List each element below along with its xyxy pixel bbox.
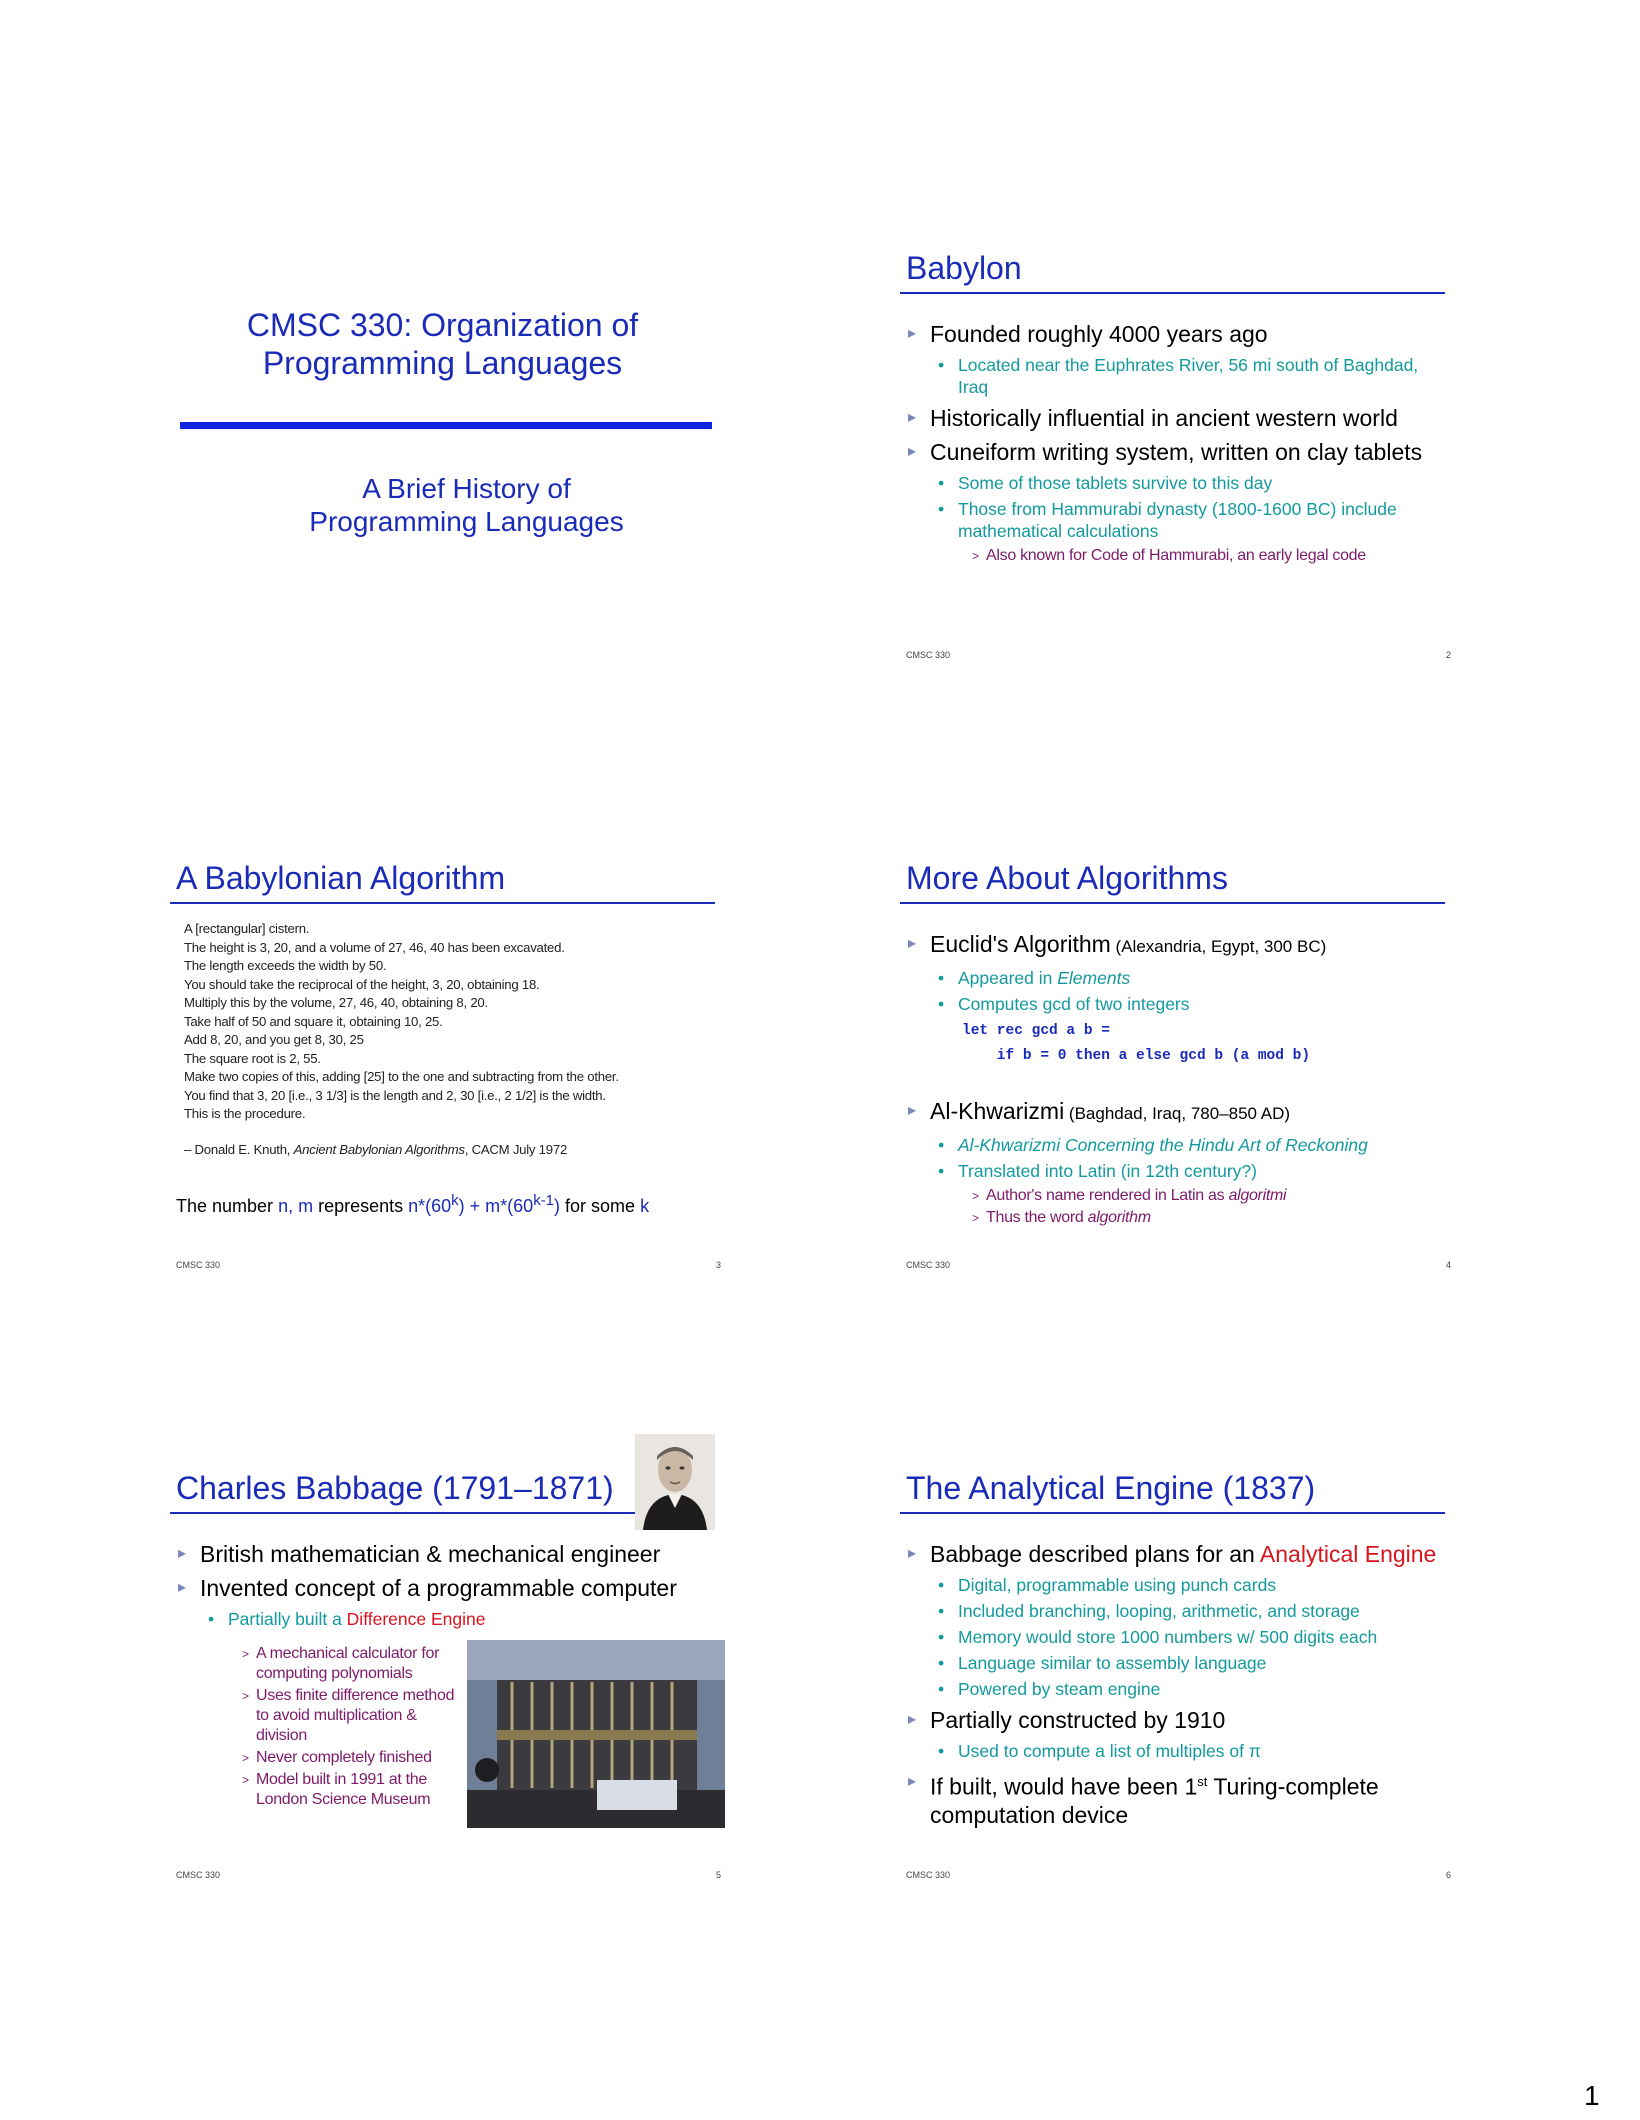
bullet: ▸ Founded roughly 4000 years ago xyxy=(906,320,1451,348)
algorithm-line: Multiply this by the volume, 27, 46, 40, obtaining 8, 20. xyxy=(184,995,488,1010)
slide-title: The Analytical Engine (1837) xyxy=(906,1470,1316,1506)
bullet: ▸ Euclid's Algorithm (Alexandria, Egypt, 300 BC) xyxy=(906,930,1451,961)
sub-bullet: • Some of those tablets survive to this day xyxy=(906,472,1451,494)
title-rule xyxy=(170,902,715,904)
slide-title: More About Algorithms xyxy=(906,860,1228,896)
title-rule xyxy=(900,902,1445,904)
sub-bullet: • Partially built a Difference Engine xyxy=(176,1608,721,1630)
code-line: if b = 0 then a else gcd b (a mod b) xyxy=(962,1048,1311,1064)
footer-page: 6 xyxy=(1445,1870,1451,1880)
algorithm-line: A [rectangular] cistern. xyxy=(184,921,310,936)
sub-bullet: • Memory would store 1000 numbers w/ 500 digits each xyxy=(906,1626,1451,1648)
bullet: ▸ If built, would have been 1st Turing-complete computation device xyxy=(906,1768,1451,1829)
sub-bullet: • Appeared in Elements xyxy=(906,967,1451,989)
bullet: ▸ Al-Khwarizmi (Baghdad, Iraq, 780–850 AD) xyxy=(906,1097,1451,1128)
footer-course: CMSC 330 xyxy=(176,1260,221,1270)
algorithm-line: The square root is 2, 55. xyxy=(184,1050,321,1066)
slide-1-title: CMSC 330: Organization of Programming Languages xyxy=(246,307,639,381)
slide-title: Charles Babbage (1791–1871) xyxy=(176,1470,614,1506)
slide-2 xyxy=(900,250,1455,670)
algorithm-text xyxy=(184,920,724,1124)
algorithm-line: You should take the reciprocal of the height, 3, 20, obtaining 18. xyxy=(184,976,540,992)
footer-page: 2 xyxy=(1445,650,1451,660)
sub-bullet: • Translated into Latin (in 12th century?) xyxy=(906,1160,1451,1182)
algorithm-line: Take half of 50 and square it, obtaining 10, 25. xyxy=(184,1013,443,1029)
footer-course: CMSC 330 xyxy=(906,1870,951,1880)
difference-engine-photo xyxy=(467,1640,725,1828)
slide-1 xyxy=(170,250,725,670)
babbage-portrait-image xyxy=(635,1434,715,1530)
bullet: ▸ Invented concept of a programmable computer xyxy=(176,1574,721,1602)
algorithm-line: This is the procedure. xyxy=(184,1106,306,1121)
slide-6 xyxy=(900,1470,1455,1890)
algorithm-line: Add 8, 20, and you get 8, 30, 25 xyxy=(184,1032,364,1047)
title-divider xyxy=(180,422,712,429)
bullet: ▸ Partially constructed by 1910 xyxy=(906,1706,1451,1734)
title-rule xyxy=(900,1512,1445,1514)
slide-body xyxy=(906,1534,1451,1835)
sub-sub-bullet: > A mechanical calculator for computing polynomials xyxy=(176,1644,471,1684)
algorithm-line: The height is 3, 20, and a volume of 27, 46, 40 has been excavated. xyxy=(184,939,565,955)
sub-sub-bullet: > Uses finite difference method to avoid multiplication & division xyxy=(176,1686,471,1746)
slide-title: A Babylonian Algorithm xyxy=(176,860,506,896)
algorithm-line: You find that 3, 20 [i.e., 3 1/3] is the length and 2, 30 [i.e., 2 1/2] is the width. xyxy=(184,1087,606,1103)
slide-title: Babylon xyxy=(906,250,1022,286)
sub-bullet: • Included branching, looping, arithmetic, and storage xyxy=(906,1600,1451,1622)
slide-4 xyxy=(900,860,1455,1280)
sub-sub-bullet: > Thus the word algorithm xyxy=(906,1208,1451,1228)
sub-bullet: • Used to compute a list of multiples of π xyxy=(906,1740,1451,1762)
sub-bullet: • Al-Khwarizmi Concerning the Hindu Art of Reckoning xyxy=(906,1134,1451,1156)
code-line: let rec gcd a b = xyxy=(962,1023,1110,1039)
sub-sub-bullet: > Author's name rendered in Latin as algoritmi xyxy=(906,1186,1451,1206)
bullet: ▸ Cuneiform writing system, written on clay tablets xyxy=(906,438,1451,466)
footer-course: CMSC 330 xyxy=(906,650,951,660)
footer-page: 3 xyxy=(715,1260,721,1270)
sub-bullet: • Those from Hammurabi dynasty (1800-1600 BC) include mathematical calculations xyxy=(906,498,1451,542)
title-rule xyxy=(170,1512,640,1514)
footer-course: CMSC 330 xyxy=(906,1260,951,1270)
slide-5 xyxy=(170,1470,725,1890)
sub-bullet: • Powered by steam engine xyxy=(906,1678,1451,1700)
sub-sub-bullet: > Never completely finished xyxy=(176,1748,471,1768)
sub-bullet: • Located near the Euphrates River, 56 mi south of Baghdad, Iraq xyxy=(906,354,1451,398)
number-representation: The number n, m represents $n*(60^k) + m*(60^{k-1})$ for some k xyxy=(176,1192,650,1216)
footer-page: 5 xyxy=(715,1870,721,1880)
algorithm-line: The length exceeds the width by 50. xyxy=(184,958,387,973)
slide-3 xyxy=(170,860,725,1280)
sub-sub-bullet: > Also known for Code of Hammurabi, an early legal code xyxy=(906,546,1451,566)
bullet: ▸ Babbage described plans for an Analytical Engine xyxy=(906,1540,1451,1568)
slide-1-subtitle: A Brief History of Programming Languages xyxy=(309,473,624,537)
sub-bullet: • Computes gcd of two integers xyxy=(906,993,1451,1015)
sub-bullet: • Language similar to assembly language xyxy=(906,1652,1451,1674)
algorithm-line: Make two copies of this, adding [25] to the one and subtracting from the other. xyxy=(184,1069,619,1084)
slide-body xyxy=(906,314,1451,568)
title-rule xyxy=(900,292,1445,294)
bullet: ▸ British mathematician & mechanical engineer xyxy=(176,1540,721,1568)
citation: – Donald E. Knuth, Ancient Babylonian Algorithms, CACM July 1972 xyxy=(184,1142,568,1157)
footer-page: 4 xyxy=(1445,1260,1451,1270)
sub-sub-bullet: > Model built in 1991 at the London Science Museum xyxy=(176,1770,471,1810)
sub-bullet: • Digital, programmable using punch cards xyxy=(906,1574,1451,1596)
slide-body xyxy=(906,924,1451,1230)
bullet: ▸ Historically influential in ancient western world xyxy=(906,404,1451,432)
footer-course: CMSC 330 xyxy=(176,1870,221,1880)
page-number: 1 xyxy=(1584,2080,1600,2111)
